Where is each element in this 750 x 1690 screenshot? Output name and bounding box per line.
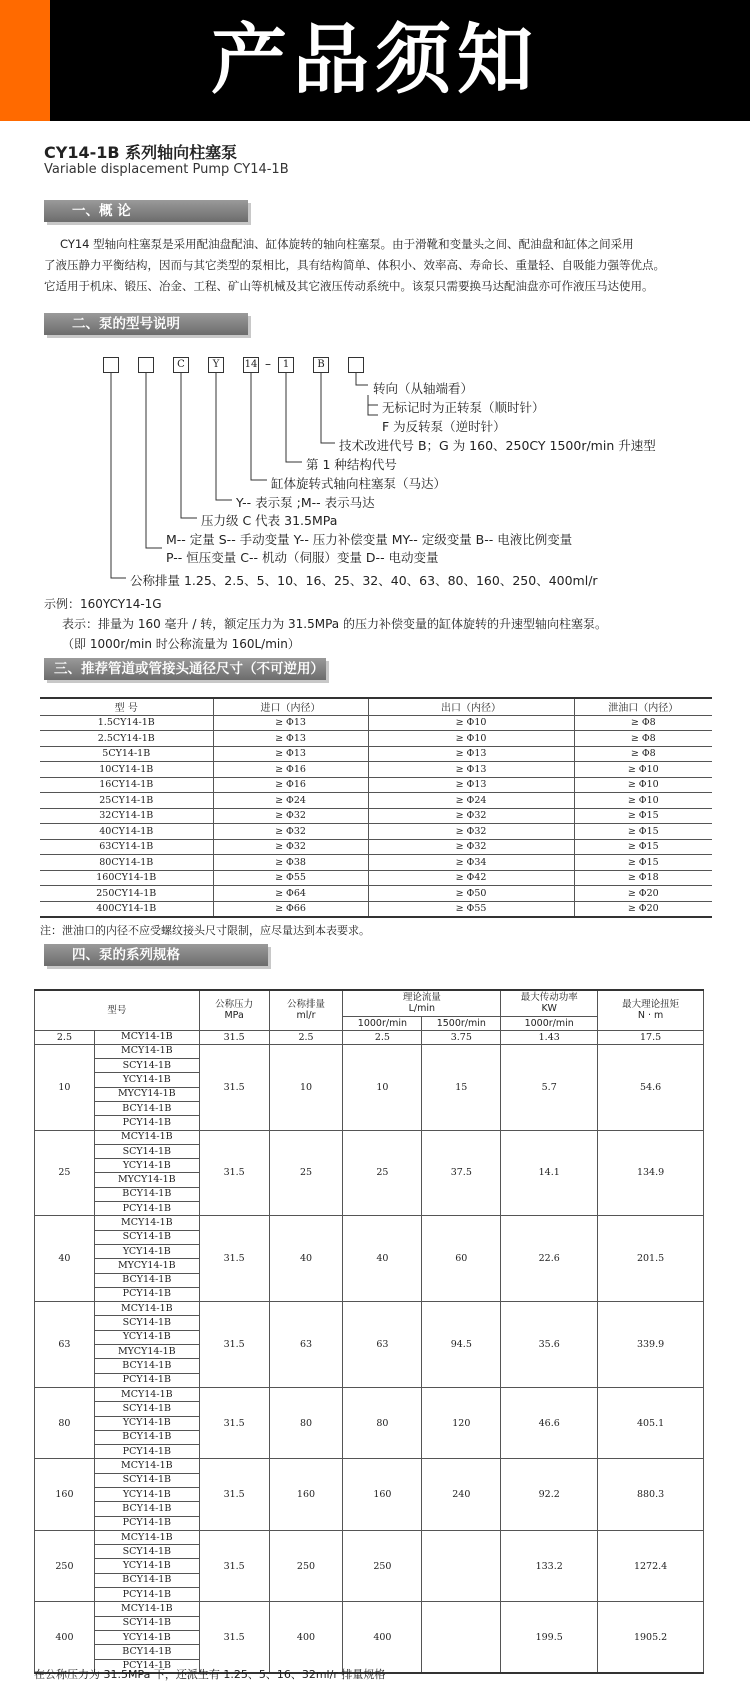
cell-model: BCY14-1B xyxy=(94,1645,199,1659)
cell-outlet: ≥ Φ32 xyxy=(368,808,574,824)
cell-flow-1500 xyxy=(422,1530,501,1601)
table-header-row xyxy=(40,698,712,715)
label-ccw: F 为反转泵（逆时针） xyxy=(382,419,506,434)
cell-flow-1000: 40 xyxy=(343,1216,422,1302)
cell-model: 80CY14-1B xyxy=(40,855,213,871)
cell-model: 10CY14-1B xyxy=(40,762,213,778)
pipe-table-note: 注：泄油口的内径不应受螺纹接头尺寸限制，应尽量达到本表要求。 xyxy=(40,924,370,937)
cell-drain: ≥ Φ10 xyxy=(574,777,712,793)
label-variable-1: M-- 定量 S-- 手动变量 Y-- 压力补偿变量 MY-- 定级变量 B-- 电液比例变量 xyxy=(166,532,573,547)
cell-displacement: 10 xyxy=(269,1044,343,1130)
cell-pressure: 31.5 xyxy=(199,1044,269,1130)
cell-drain: ≥ Φ20 xyxy=(574,886,712,902)
cell-flow-1000: 63 xyxy=(343,1302,422,1388)
cell-model: 16CY14-1B xyxy=(40,777,213,793)
table-row xyxy=(40,793,712,809)
cell-model: YCY14-1B xyxy=(94,1416,199,1430)
table-row xyxy=(40,762,712,778)
cell-displacement: 250 xyxy=(269,1530,343,1601)
table-row xyxy=(35,1044,704,1058)
cell-flow-1500: 15 xyxy=(422,1044,501,1130)
label-variable-2: P-- 恒压变量 C-- 机动（伺服）变量 D-- 电动变量 xyxy=(166,550,439,565)
label-structure: 第 1 种结构代号 xyxy=(306,457,397,472)
cell-model: 5CY14-1B xyxy=(40,746,213,762)
col-drain: 泄油口（内径） xyxy=(574,698,712,715)
col-model: 型号 xyxy=(35,990,200,1030)
cell-power: 199.5 xyxy=(501,1602,598,1673)
cell-model: 63CY14-1B xyxy=(40,839,213,855)
cell-power: 35.6 xyxy=(501,1302,598,1388)
cell-model: BCY14-1B xyxy=(94,1359,199,1373)
cell-model: SCY14-1B xyxy=(94,1230,199,1244)
cell-flow-1000: 10 xyxy=(343,1044,422,1130)
label-rotation: 转向（从轴端看） xyxy=(373,381,474,396)
intro-line-3: 它适用于机床、锻压、冶金、工程、矿山等机械及其它液压传动系统中。该泵只需要换马达配油盘亦可作液压马达使用。 xyxy=(44,279,654,293)
cell-displacement: 25 xyxy=(269,1130,343,1216)
example-desc: 表示：排量为 160 毫升 / 转，额定压力为 31.5MPa 的压力补偿变量的缸体旋转的升速型轴向柱塞泵。 xyxy=(62,617,607,631)
table-row xyxy=(40,824,712,840)
cell-inlet: ≥ Φ24 xyxy=(213,793,368,809)
cell-pressure: 31.5 xyxy=(199,1302,269,1388)
section-2-title: 二、泵的型号说明 xyxy=(44,313,248,335)
cell-drain: ≥ Φ15 xyxy=(574,824,712,840)
cell-flow-1500: 120 xyxy=(422,1387,501,1458)
example-code: 示例：160YCY14-1G xyxy=(44,597,162,611)
code-dash: – xyxy=(265,357,271,371)
cell-model: MCY14-1B xyxy=(94,1044,199,1058)
cell-drain: ≥ Φ8 xyxy=(574,715,712,731)
table-row xyxy=(35,1130,704,1144)
cell-model: MCY14-1B xyxy=(94,1387,199,1401)
label-displacement: 公称排量 1.25、2.5、5、10、16、25、32、40、63、80、160、250、400ml/r xyxy=(130,573,598,588)
cell-model: SCY14-1B xyxy=(94,1144,199,1158)
cell-torque: 1272.4 xyxy=(598,1530,704,1601)
banner-title: 产品须知 xyxy=(211,15,539,104)
cell-displacement: 160 xyxy=(269,1459,343,1530)
cell-model: MYCY14-1B xyxy=(94,1087,199,1101)
cell-model: BCY14-1B xyxy=(94,1101,199,1115)
cell-model: MYCY14-1B xyxy=(94,1259,199,1273)
cell-power: 133.2 xyxy=(501,1530,598,1601)
cell-model: YCY14-1B xyxy=(94,1488,199,1502)
table-row xyxy=(35,1216,704,1230)
cell-size: 40 xyxy=(35,1216,95,1302)
doc-title: CY14-1B 系列轴向柱塞泵 xyxy=(44,143,238,162)
cell-outlet: ≥ Φ50 xyxy=(368,886,574,902)
cell-model: 160CY14-1B xyxy=(40,870,213,886)
cell-model: BCY14-1B xyxy=(94,1187,199,1201)
cell-outlet: ≥ Φ55 xyxy=(368,901,574,917)
table-row xyxy=(40,715,712,731)
table-row xyxy=(40,808,712,824)
cell-torque: 339.9 xyxy=(598,1302,704,1388)
cell-power: 1.43 xyxy=(501,1030,598,1044)
cell-power: 92.2 xyxy=(501,1459,598,1530)
cell-inlet: ≥ Φ16 xyxy=(213,762,368,778)
table-row xyxy=(40,870,712,886)
cell-displacement: 63 xyxy=(269,1302,343,1388)
table-row xyxy=(40,839,712,855)
label-pressure: 压力级 C 代表 31.5MPa xyxy=(201,513,338,528)
table-row xyxy=(40,746,712,762)
cell-drain: ≥ Φ10 xyxy=(574,762,712,778)
cell-displacement: 400 xyxy=(269,1602,343,1673)
section-3-title: 三、推荐管道或管接头通径尺寸（不可逆用） xyxy=(44,658,326,680)
table-row xyxy=(40,855,712,871)
cell-pressure: 31.5 xyxy=(199,1030,269,1044)
cell-model: YCY14-1B xyxy=(94,1330,199,1344)
cell-flow-1000: 80 xyxy=(343,1387,422,1458)
cell-model: PCY14-1B xyxy=(94,1202,199,1216)
cell-model: 25CY14-1B xyxy=(40,793,213,809)
cell-model: MCY14-1B xyxy=(94,1459,199,1473)
cell-model: YCY14-1B xyxy=(94,1073,199,1087)
cell-model: PCY14-1B xyxy=(94,1516,199,1530)
cell-model: BCY14-1B xyxy=(94,1273,199,1287)
cell-model: 40CY14-1B xyxy=(40,824,213,840)
cell-size: 63 xyxy=(35,1302,95,1388)
cell-outlet: ≥ Φ42 xyxy=(368,870,574,886)
cell-size: 160 xyxy=(35,1459,95,1530)
cell-inlet: ≥ Φ66 xyxy=(213,901,368,917)
cell-size: 10 xyxy=(35,1044,95,1130)
cell-displacement: 40 xyxy=(269,1216,343,1302)
label-tech-code: 技术改进代号 B；G 为 160、250CY 1500r/min 升速型 xyxy=(339,438,656,453)
cell-drain: ≥ Φ15 xyxy=(574,855,712,871)
cell-model: BCY14-1B xyxy=(94,1573,199,1587)
cell-power: 5.7 xyxy=(501,1044,598,1130)
table-row xyxy=(40,731,712,747)
cell-model: MCY14-1B xyxy=(94,1030,199,1044)
cell-flow-1500: 94.5 xyxy=(422,1302,501,1388)
example-note: （即 1000r/min 时公称流量为 160L/min） xyxy=(62,637,300,651)
cell-inlet: ≥ Φ13 xyxy=(213,731,368,747)
cell-inlet: ≥ Φ64 xyxy=(213,886,368,902)
cell-size: 80 xyxy=(35,1387,95,1458)
label-cylinder: 缸体旋转式轴向柱塞泵（马达） xyxy=(271,476,447,491)
cell-drain: ≥ Φ10 xyxy=(574,793,712,809)
intro-line-2: 了液压静力平衡结构，因而与其它类型的泵相比，具有结构简单、体积小、效率高、寿命长、重量轻、自吸能力强等优点。 xyxy=(44,258,665,272)
table-row xyxy=(35,1302,704,1316)
cell-pressure: 31.5 xyxy=(199,1387,269,1458)
table-row xyxy=(35,1030,704,1044)
cell-drain: ≥ Φ18 xyxy=(574,870,712,886)
section-1-title: 一、概 论 xyxy=(44,200,248,222)
cell-model: YCY14-1B xyxy=(94,1159,199,1173)
cell-outlet: ≥ Φ13 xyxy=(368,762,574,778)
cell-size: 400 xyxy=(35,1602,95,1673)
cell-size: 2.5 xyxy=(35,1030,95,1044)
cell-size: 250 xyxy=(35,1530,95,1601)
cell-model: YCY14-1B xyxy=(94,1630,199,1644)
col-model: 型 号 xyxy=(40,698,213,715)
cell-model: 250CY14-1B xyxy=(40,886,213,902)
cell-model: 400CY14-1B xyxy=(40,901,213,917)
cell-pressure: 31.5 xyxy=(199,1459,269,1530)
cell-power: 46.6 xyxy=(501,1387,598,1458)
cell-outlet: ≥ Φ10 xyxy=(368,715,574,731)
cell-outlet: ≥ Φ10 xyxy=(368,731,574,747)
cell-model: SCY14-1B xyxy=(94,1059,199,1073)
cell-drain: ≥ Φ8 xyxy=(574,731,712,747)
table-row xyxy=(40,886,712,902)
cell-model: BCY14-1B xyxy=(94,1430,199,1444)
cell-model: PCY14-1B xyxy=(94,1373,199,1387)
cell-inlet: ≥ Φ16 xyxy=(213,777,368,793)
col-flow-1500: 1500r/min xyxy=(422,1016,501,1030)
col-flow: 理论流量 L/min xyxy=(343,990,501,1016)
cell-drain: ≥ Φ15 xyxy=(574,839,712,855)
cell-pressure: 31.5 xyxy=(199,1130,269,1216)
cell-displacement: 80 xyxy=(269,1387,343,1458)
label-cw: 无标记时为正转泵（顺时针） xyxy=(382,400,545,415)
cell-model: MCY14-1B xyxy=(94,1602,199,1616)
code-diagram-lines xyxy=(0,0,750,600)
section-4-title: 四、泵的系列规格 xyxy=(44,944,268,966)
cell-model: MCY14-1B xyxy=(94,1530,199,1544)
cell-model: SCY14-1B xyxy=(94,1545,199,1559)
cell-pressure: 31.5 xyxy=(199,1602,269,1673)
cell-flow-1500 xyxy=(422,1602,501,1673)
cell-drain: ≥ Φ20 xyxy=(574,901,712,917)
cell-flow-1500: 37.5 xyxy=(422,1130,501,1216)
cell-inlet: ≥ Φ13 xyxy=(213,715,368,731)
cell-model: SCY14-1B xyxy=(94,1616,199,1630)
col-pressure: 公称压力 MPa xyxy=(199,990,269,1030)
table-row xyxy=(35,1387,704,1401)
table-row xyxy=(40,777,712,793)
cell-model: MYCY14-1B xyxy=(94,1345,199,1359)
cell-outlet: ≥ Φ32 xyxy=(368,824,574,840)
table-row xyxy=(35,1602,704,1616)
label-pump-motor: Y-- 表示泵 ;M-- 表示马达 xyxy=(236,495,375,510)
cell-model: 1.5CY14-1B xyxy=(40,715,213,731)
cell-model: PCY14-1B xyxy=(94,1588,199,1602)
cell-torque: 1905.2 xyxy=(598,1602,704,1673)
col-inlet: 进口（内径） xyxy=(213,698,368,715)
cell-model: PCY14-1B xyxy=(94,1287,199,1301)
cell-inlet: ≥ Φ32 xyxy=(213,839,368,855)
cell-flow-1500: 60 xyxy=(422,1216,501,1302)
cell-model: MCY14-1B xyxy=(94,1130,199,1144)
cell-model: MYCY14-1B xyxy=(94,1173,199,1187)
cell-size: 25 xyxy=(35,1130,95,1216)
table-row xyxy=(40,901,712,917)
code-box-4: Y xyxy=(208,357,224,373)
cell-model: BCY14-1B xyxy=(94,1502,199,1516)
cell-outlet: ≥ Φ13 xyxy=(368,777,574,793)
col-displacement: 公称排量 ml/r xyxy=(269,990,343,1030)
cell-inlet: ≥ Φ55 xyxy=(213,870,368,886)
cell-flow-1500: 240 xyxy=(422,1459,501,1530)
cell-outlet: ≥ Φ24 xyxy=(368,793,574,809)
table-row xyxy=(35,1530,704,1544)
col-torque: 最大理论扭矩 N · m xyxy=(598,990,704,1030)
cell-torque: 54.6 xyxy=(598,1044,704,1130)
cell-flow-1000: 250 xyxy=(343,1530,422,1601)
cell-model: PCY14-1B xyxy=(94,1659,199,1673)
code-box-6: 1 xyxy=(278,357,294,373)
table-row xyxy=(35,1459,704,1473)
cell-displacement: 2.5 xyxy=(269,1030,343,1044)
cell-model: SCY14-1B xyxy=(94,1473,199,1487)
intro-line-1: CY14 型轴向柱塞泵是采用配油盘配油、缸体旋转的轴向柱塞泵。由于滑靴和变量头之间、配油盘和缸体之间采用 xyxy=(60,237,634,251)
col-power: 最大传动功率 KW xyxy=(501,990,598,1016)
cell-model: 2.5CY14-1B xyxy=(40,731,213,747)
code-box-7: B xyxy=(313,357,329,373)
cell-model: SCY14-1B xyxy=(94,1316,199,1330)
cell-torque: 134.9 xyxy=(598,1130,704,1216)
cell-model: PCY14-1B xyxy=(94,1116,199,1130)
cell-flow-1000: 400 xyxy=(343,1602,422,1673)
col-flow-1000: 1000r/min xyxy=(343,1016,422,1030)
col-outlet: 出口（内径） xyxy=(368,698,574,715)
pipe-size-table xyxy=(40,697,712,918)
cell-torque: 405.1 xyxy=(598,1387,704,1458)
spec-table xyxy=(34,989,704,1674)
cell-model: YCY14-1B xyxy=(94,1559,199,1573)
cell-model: 32CY14-1B xyxy=(40,808,213,824)
cell-drain: ≥ Φ8 xyxy=(574,746,712,762)
cell-torque: 201.5 xyxy=(598,1216,704,1302)
cell-inlet: ≥ Φ13 xyxy=(213,746,368,762)
cell-torque: 17.5 xyxy=(598,1030,704,1044)
cell-torque: 880.3 xyxy=(598,1459,704,1530)
cell-flow-1000: 25 xyxy=(343,1130,422,1216)
cell-model: MCY14-1B xyxy=(94,1302,199,1316)
cell-model: MCY14-1B xyxy=(94,1216,199,1230)
cell-inlet: ≥ Φ38 xyxy=(213,855,368,871)
cell-model: PCY14-1B xyxy=(94,1445,199,1459)
cell-model: SCY14-1B xyxy=(94,1402,199,1416)
col-power-speed: 1000r/min xyxy=(501,1016,598,1030)
cell-outlet: ≥ Φ13 xyxy=(368,746,574,762)
cell-flow-1000: 2.5 xyxy=(343,1030,422,1044)
cell-model: YCY14-1B xyxy=(94,1244,199,1258)
cell-inlet: ≥ Φ32 xyxy=(213,808,368,824)
cell-flow-1000: 160 xyxy=(343,1459,422,1530)
cell-power: 14.1 xyxy=(501,1130,598,1216)
cell-inlet: ≥ Φ32 xyxy=(213,824,368,840)
cell-outlet: ≥ Φ32 xyxy=(368,839,574,855)
spec-table-note: 在公称压力为 31.5MPa 下，还派生有 1.25、5、16、32ml/r 排量规格 xyxy=(34,1668,386,1681)
cell-pressure: 31.5 xyxy=(199,1216,269,1302)
cell-outlet: ≥ Φ34 xyxy=(368,855,574,871)
code-box-5: 14 xyxy=(243,357,259,373)
cell-drain: ≥ Φ15 xyxy=(574,808,712,824)
cell-pressure: 31.5 xyxy=(199,1530,269,1601)
code-box-3: C xyxy=(173,357,189,373)
cell-flow-1500: 3.75 xyxy=(422,1030,501,1044)
doc-subtitle: Variable displacement Pump CY14-1B xyxy=(44,162,289,177)
cell-power: 22.6 xyxy=(501,1216,598,1302)
